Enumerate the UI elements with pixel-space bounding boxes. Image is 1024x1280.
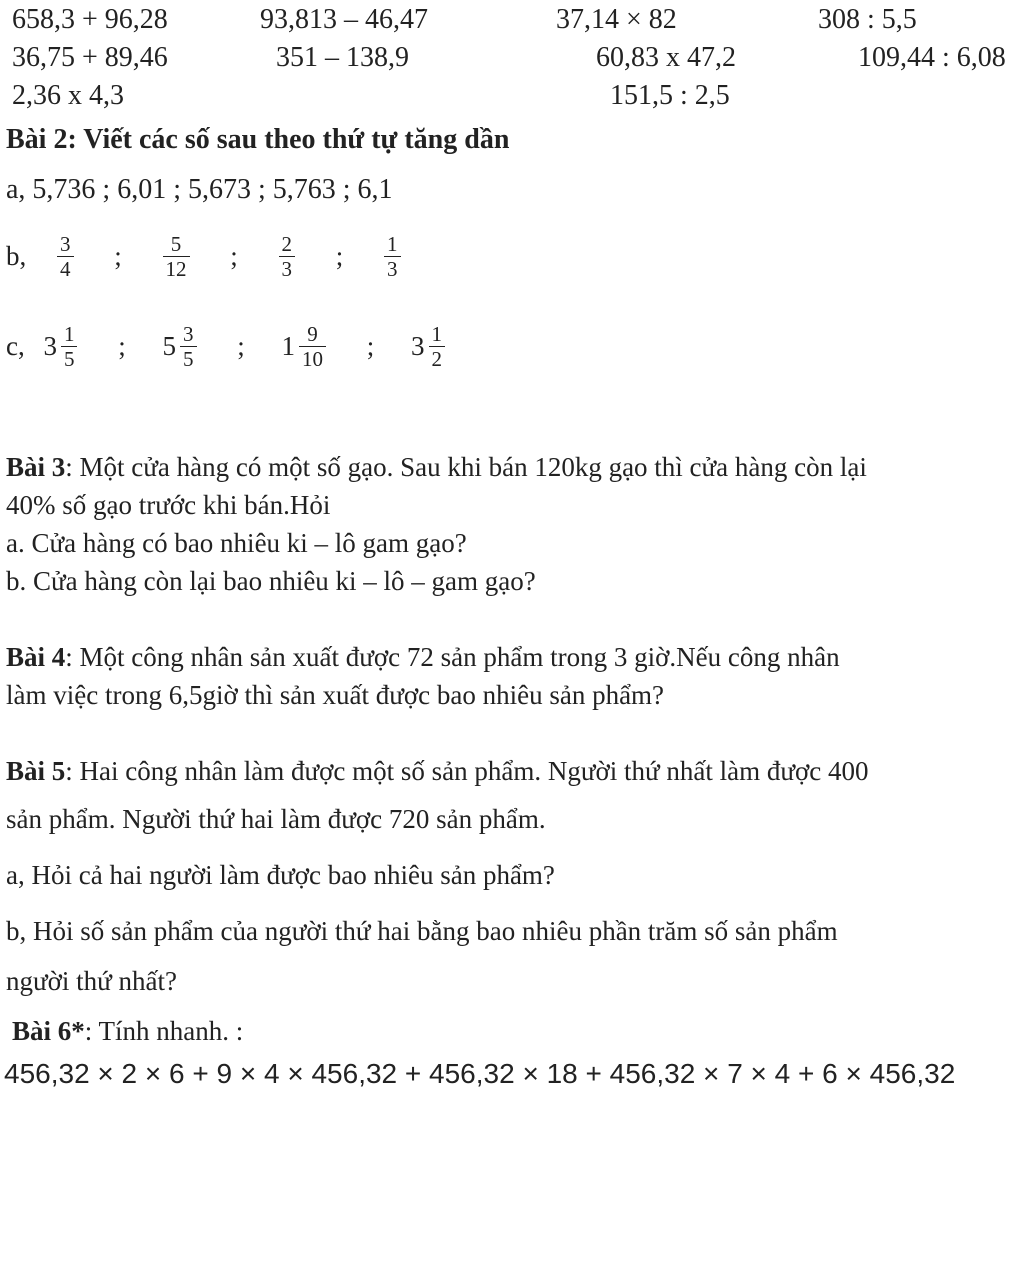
- bai6-label: Bài 6*: [12, 1016, 85, 1046]
- bai2-title: Bài 2: Viết các số sau theo thứ tự tăng dần: [6, 124, 510, 155]
- calc-2-3: 60,83 x 47,2: [596, 42, 736, 73]
- bai5-line-2: sản phẩm. Người thứ hai làm được 720 sản phẩm.: [6, 804, 546, 834]
- bai5-text-1: : Hai công nhân làm được một số sản phẩm. Người thứ nhất làm được 400: [65, 756, 869, 786]
- fraction: $\frac{1}{5}$: [61, 322, 78, 371]
- fraction: $\frac{9}{10}$: [299, 322, 326, 371]
- bai3-part-b: b. Cửa hàng còn lại bao nhiêu ki – lô – gam gạo?: [6, 566, 536, 596]
- bai3-line-2: 40% số gạo trước khi bán.Hỏi: [6, 490, 331, 520]
- fraction: $\frac{3}{5}$: [180, 322, 197, 371]
- part-b-label: b,: [6, 241, 27, 272]
- mixed-whole: 3: [43, 331, 57, 362]
- mixed-whole: 5: [162, 331, 176, 362]
- separator: ;: [114, 241, 122, 272]
- bai5-part-a: a, Hỏi cả hai người làm được bao nhiêu sản phẩm?: [6, 860, 555, 890]
- separator: ;: [118, 331, 126, 362]
- bai3-text-1: : Một cửa hàng có một số gạo. Sau khi bán 120kg gạo thì cửa hàng còn lại: [65, 452, 867, 482]
- bai6-text: : Tính nhanh. :: [84, 1016, 244, 1046]
- calc-2-2: 351 – 138,9: [276, 42, 409, 73]
- fraction: $\frac{3}{4}$: [57, 232, 74, 281]
- fraction: $\frac{1}{3}$: [384, 232, 401, 281]
- fraction: $\frac{5}{12}$: [163, 232, 190, 281]
- separator: ;: [366, 331, 375, 362]
- bai4-line-2: làm việc trong 6,5giờ thì sản xuất được bao nhiêu sản phẩm?: [6, 680, 665, 710]
- bai5-part-b-1: b, Hỏi số sản phẩm của người thứ hai bằng bao nhiêu phần trăm số sản phẩm: [6, 916, 838, 946]
- bai5-label: Bài 5: [6, 756, 66, 786]
- calc-3-1: 2,36 x 4,3: [12, 80, 124, 111]
- bai5-line-1: [6, 756, 869, 787]
- calc-2-1: 36,75 + 89,46: [12, 42, 168, 73]
- fraction: $\frac{2}{3}$: [279, 232, 296, 281]
- separator: ;: [335, 241, 344, 272]
- fraction: $\frac{1}{2}$: [429, 322, 446, 371]
- mixed-whole: 3: [411, 331, 425, 362]
- bai6-line-1: [12, 1016, 243, 1047]
- separator: ;: [237, 331, 245, 362]
- mixed-whole: 1: [281, 331, 296, 362]
- bai6-expression: 456,32 × 2 × 6 + 9 × 4 × 456,32 + 456,32 × 18 + 456,32 × 7 × 4 + 6 × 456,32: [4, 1058, 956, 1089]
- bai5-part-b-2: người thứ nhất?: [6, 966, 178, 996]
- part-c-label: c,: [6, 331, 25, 362]
- bai3-label: Bài 3: [6, 452, 66, 482]
- calc-2-4: 109,44 : 6,08: [858, 42, 1006, 73]
- bai4-label: Bài 4: [6, 642, 66, 672]
- bai2-part-a: a, 5,736 ; 6,01 ; 5,673 ; 5,763 ; 6,1: [6, 174, 393, 205]
- calc-3-2: 151,5 : 2,5: [610, 80, 730, 111]
- calc-1-3: 37,14 × 82: [556, 4, 677, 35]
- bai4-line-1: [6, 642, 840, 673]
- bai3-part-a: a. Cửa hàng có bao nhiêu ki – lô gam gạo?: [6, 528, 467, 558]
- bai3-line-1: [6, 452, 867, 483]
- calc-1-2: 93,813 – 46,47: [260, 4, 428, 35]
- bai2-part-c: [6, 322, 449, 371]
- bai2-part-b: [6, 232, 405, 281]
- separator: ;: [230, 241, 238, 272]
- calc-1-4: 308 : 5,5: [818, 4, 917, 35]
- bai4-text-1: : Một công nhân sản xuất được 72 sản phẩm trong 3 giờ.Nếu công nhân: [65, 642, 840, 672]
- calc-1-1: 658,3 + 96,28: [12, 4, 168, 35]
